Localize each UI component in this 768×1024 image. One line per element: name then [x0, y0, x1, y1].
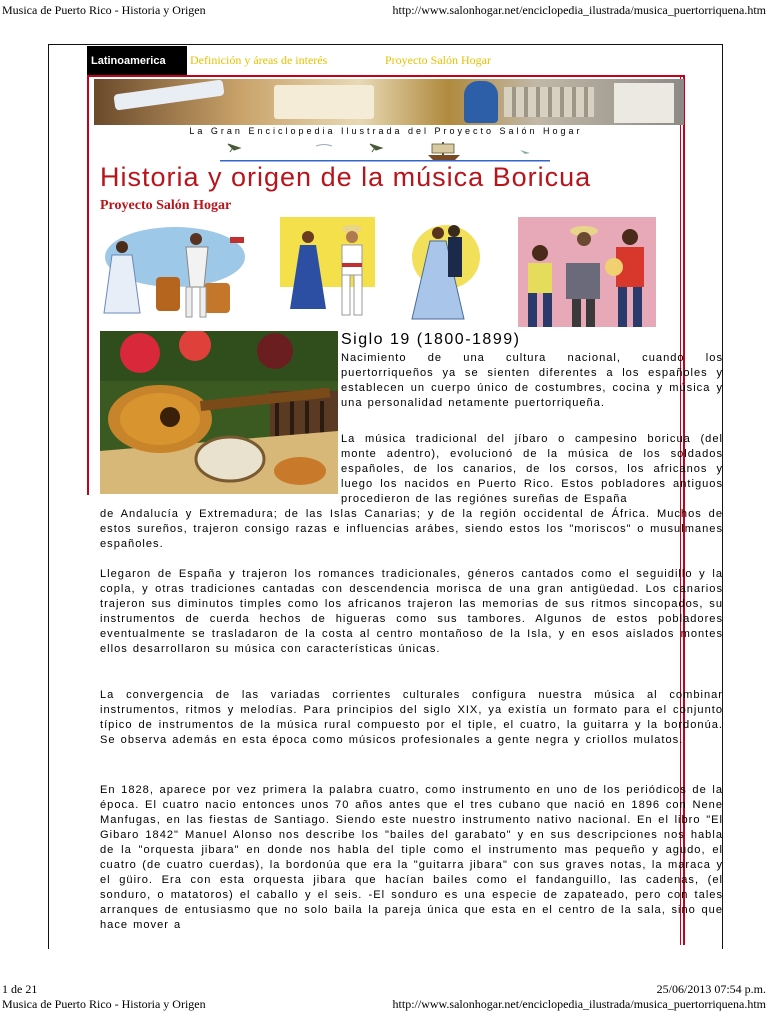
paragraph-2a: La música tradicional del jíbaro o campesino boricua (del monte adentro), evolucionó de la música de los soldados españoles, de los canarios, de los corsos, los africanos y luego los nacidos en Puerto Rico. Estos pobladores antiguos procedieron de las regiónes sureñas de España [341, 433, 723, 505]
page-title: Historia y origen de la música Boricua [100, 162, 592, 192]
musicians-trio-illustration [518, 217, 656, 327]
print-header-title: Musica de Puerto Rico - Historia y Origen [2, 3, 206, 17]
section-heading-siglo-19: Siglo 19 (1800-1899) [341, 331, 521, 348]
red-border-top [87, 75, 685, 77]
paragraph-2b: de Andalucía y Extremadura; de las Islas Canarias; y de la región occidental de África. Muchos de estos sureños, trajeron consigo razas e influencias arábes, siendo estos los "moriscos" o musulmanes españoles. [100, 508, 723, 550]
cuatro-guitar-photo [100, 331, 338, 494]
byline: Proyecto Salón Hogar [100, 198, 232, 213]
encyclopedia-subtitle: La Gran Enciclopedia Ilustrada del Proyecto Salón Hogar [189, 126, 583, 136]
decorative-ship-divider [220, 138, 550, 164]
paragraph-3: Llegaron de España y trajeron los romances tradicionales, géneros cantados como el seguidillo y la copla, y otras tradiciones cantadas con descendencia morisca de una gran antigüedad. Los canarios trajeron sus diminutos timples como los africanos trajeron las memorias de sus ritmos sincopados, su instrumentos de cuerda hechos de higueras como sus tambores. Algunos de estos pobladores eventualmente se trasladaron de la costa al centro montañoso de la Isla, y en esos aislados montes ellos desarrollaron su música con características únicas. [100, 568, 723, 655]
red-border-left [87, 75, 89, 495]
header-banner-image [94, 79, 684, 125]
ship-icon [428, 142, 460, 160]
drummers-dancers-illustration [100, 217, 250, 327]
page-frame-left [48, 44, 49, 949]
paragraph-1: Nacimiento de una cultura nacional, cuando los puertorriqueños ya se sienten diferentes a los españoles y establecen un cuerpo único de costumbres, cocina y música y una personalidad netamente puertorriqueña. [341, 352, 723, 409]
paragraph-5: En 1828, aparece por vez primera la palabra cuatro, como instrumento en uno de los periódicos de la época. El cuatro nacio entonces unos 70 años antes que el tres cubano que nació en 1896 con Nene Manfugas, en las fiestas de Santiago. Siendo este nuestro instrumento nativo nacional. En el libro "El Gibaro 1842" Manuel Alonso nos describe los "bailes del garabato" y en sus descripciones nos habla de la "orquesta jibara" en donde nos habla del tiple como el instrumento mas pequeño y agudo, el cuatro (de cuatro cuerdas), la bordonúa que era la "guitarra jibara" con sus graves notas, la maraca y el güiro. Era con esta orquesta jibara que hacían bailes como el fandanguillo, las cadenas, (el sonduro, o matatoros) el caballo y el seis. -El sonduro es una especie de zapateado, pero con tales arranques de entusiasmo que no solo baila la pareja única que esta en el centro de la sala, sino que hace mover a [100, 784, 723, 931]
bird-icon [370, 144, 382, 152]
page-frame-top [48, 44, 723, 45]
print-footer-datetime: 25/06/2013 07:54 p.m. [656, 982, 766, 996]
nav-link-definicion[interactable]: Definición y áreas de interés [190, 53, 328, 67]
brand-logo[interactable]: Latinoamerica [87, 46, 187, 76]
print-footer-url: http://www.salonhogar.net/enciclopedia_ilustrada/musica_puertorriquena.htm [392, 997, 766, 1011]
couple-dancing-illustration [280, 217, 375, 327]
bird-icon [228, 144, 240, 152]
print-footer-page: 1 de 21 [2, 982, 38, 996]
print-footer-title: Musica de Puerto Rico - Historia y Origen [2, 997, 206, 1011]
paragraph-4: La convergencia de las variadas corrientes culturales configura nuestra música al combinar instrumentos, ritmos y melodías. Para principios del siglo XIX, ya existía un formato para el conjunto típico de instrumentos de la música rural compuesto por el tiple, el cuatro, la guitarra y la bordonúa. Se observa además en esta época como músicos profesionales a gente negra y criollos mulatos. [100, 689, 723, 746]
print-header-url: http://www.salonhogar.net/enciclopedia_ilustrada/musica_puertorriquena.htm [392, 3, 766, 17]
bird-icon [520, 150, 530, 154]
nav-link-proyecto[interactable]: Proyecto Salón Hogar [385, 53, 491, 67]
ballroom-couple-illustration [408, 217, 483, 327]
